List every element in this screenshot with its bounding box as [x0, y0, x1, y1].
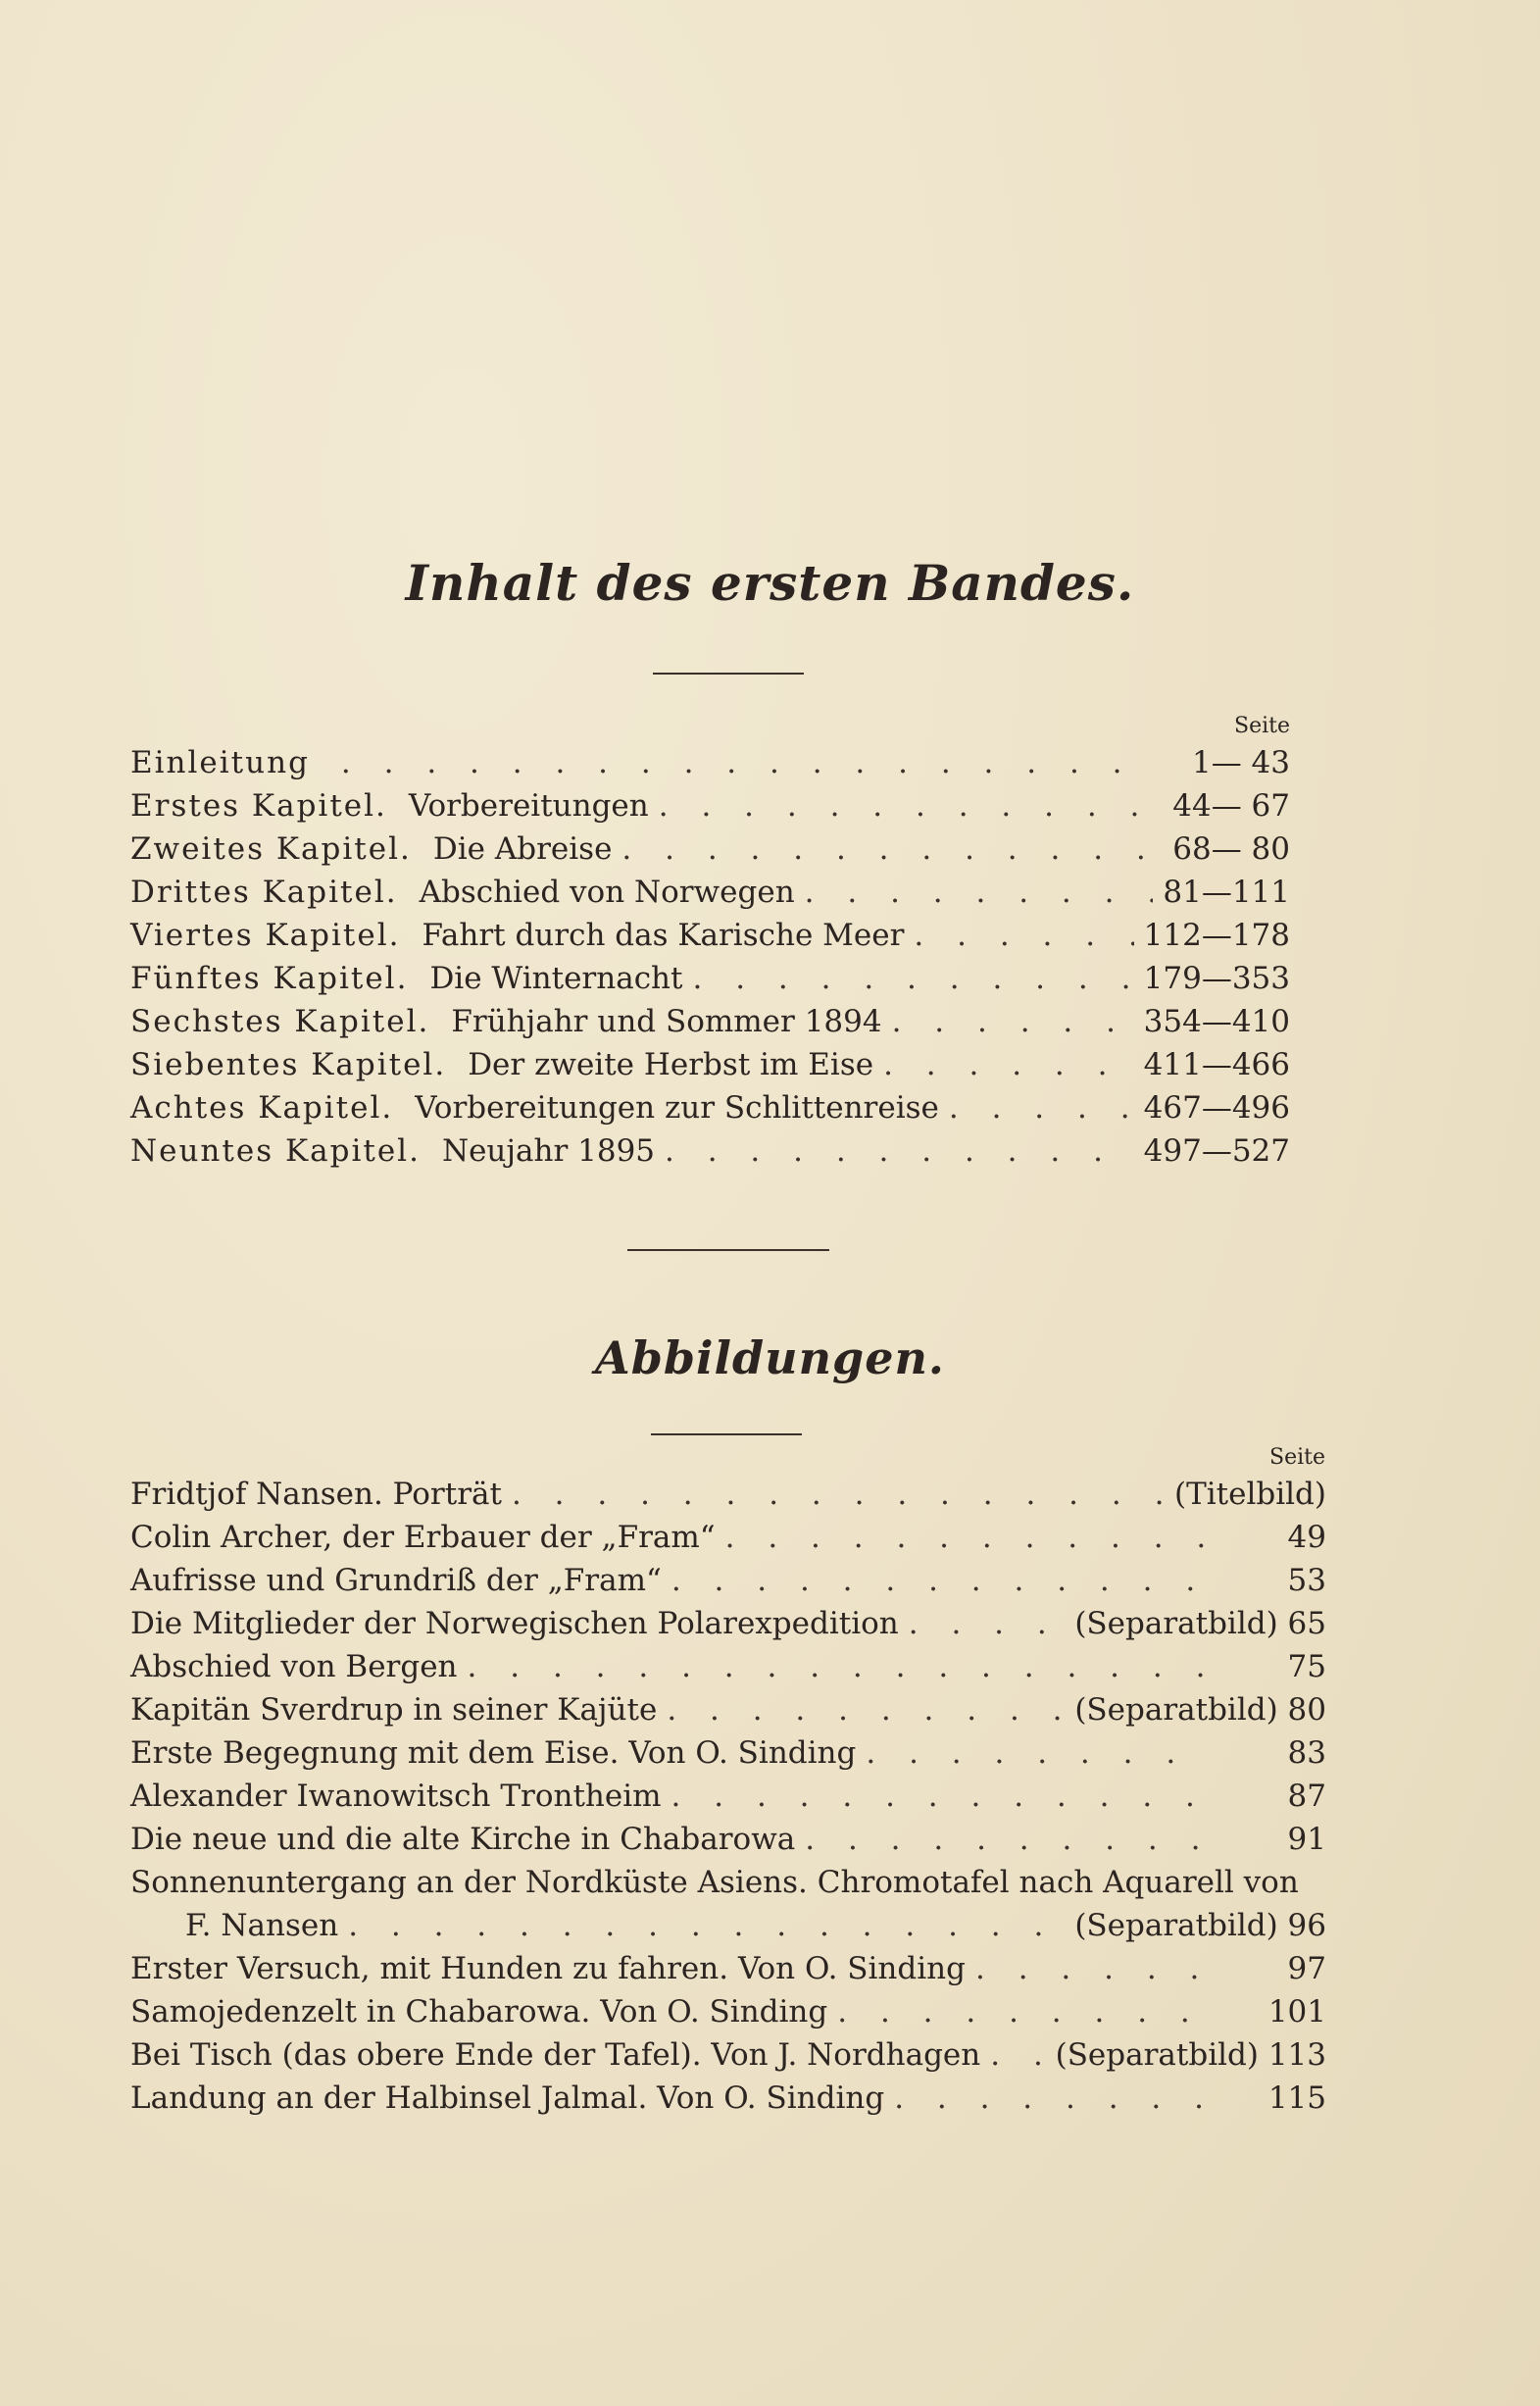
illustration-page: 97	[1287, 1951, 1326, 1986]
illustration-page: 91	[1287, 1822, 1326, 1857]
illustration-row	[130, 1473, 1326, 1516]
leader-dots	[725, 1516, 1209, 1559]
chapter-title: Vorbereitungen	[408, 788, 649, 824]
contents-row	[130, 784, 1290, 827]
title-rule	[651, 1433, 802, 1435]
chapter-label: Viertes Kapitel.	[130, 918, 401, 953]
chapter-title: Fahrt durch das Karische Meer	[422, 918, 905, 953]
leader-dots	[348, 1904, 1065, 1947]
chapter-title: Die Abreise	[432, 831, 613, 867]
illustration-caption: Abschied von Bergen	[130, 1649, 458, 1684]
page-range: 68— 80	[1172, 831, 1290, 867]
contents-row	[130, 1129, 1290, 1173]
leader-dots	[975, 1947, 1209, 1990]
section-divider	[627, 1249, 829, 1251]
leader-dots	[883, 1043, 1134, 1086]
leader-dots	[990, 2033, 1045, 2077]
chapter-label: Zweites Kapitel.	[130, 831, 412, 867]
illustration-row	[130, 2033, 1326, 2077]
leader-dots	[659, 784, 1153, 827]
illustration-caption: Die Mitglieder der Norwegischen Polarexpedition	[130, 1606, 899, 1641]
illustration-caption: F. Nansen	[185, 1908, 339, 1943]
leader-dots	[341, 741, 1153, 784]
chapter-title: Vorbereitungen zur Schlittenreise	[415, 1090, 939, 1126]
chapter-title: Neujahr 1895	[441, 1133, 656, 1169]
illustration-row	[130, 2077, 1326, 2120]
page-range: 179—353	[1143, 961, 1290, 996]
leader-dots	[621, 827, 1153, 871]
page-range: 354—410	[1143, 1004, 1290, 1039]
contents-title: Inhalt des ersten Bandes.	[405, 554, 1135, 612]
illustration-row	[130, 1775, 1326, 1818]
illustration-caption: Fridtjof Nansen. Porträt	[130, 1477, 502, 1512]
illustration-row	[130, 1904, 1326, 1947]
leader-dots	[866, 1731, 1209, 1775]
leader-dots	[692, 957, 1133, 1000]
illustration-caption: Erste Begegnung mit dem Eise. Von O. Sinding	[130, 1735, 857, 1771]
leader-dots	[892, 1000, 1134, 1043]
illustration-caption: Landung an der Halbinsel Jalmal. Von O. Sinding	[130, 2080, 885, 2116]
leader-dots	[894, 2077, 1209, 2120]
seite-label: Seite	[1234, 714, 1290, 738]
leader-dots	[667, 1688, 1065, 1731]
illustration-row	[130, 1990, 1326, 2033]
illustration-caption: Bei Tisch (das obere Ende der Tafel). Von J. Nordhagen	[130, 2037, 981, 2073]
illustration-caption: Samojedenzelt in Chabarowa. Von O. Sinding	[130, 1994, 828, 2030]
illustration-row	[130, 1731, 1326, 1775]
leader-dots	[805, 1818, 1209, 1861]
page-range: 81—111	[1163, 875, 1290, 910]
leader-dots	[914, 914, 1133, 957]
illustration-row	[130, 1559, 1326, 1602]
illustration-page: (Separatbild) 65	[1074, 1606, 1326, 1641]
contents-row	[130, 741, 1290, 784]
illustration-caption: Die neue und die alte Kirche in Chabarowa	[130, 1822, 796, 1857]
leader-dots	[805, 871, 1153, 914]
leader-dots	[909, 1602, 1066, 1645]
contents-row	[130, 1086, 1290, 1129]
leader-dots	[671, 1775, 1209, 1818]
illustration-row	[130, 1602, 1326, 1645]
chapter-title: Die Winternacht	[429, 961, 683, 996]
page-range: 467—496	[1143, 1090, 1290, 1126]
leader-dots	[671, 1559, 1209, 1602]
illustration-page: 101	[1267, 1994, 1326, 2030]
chapter-title: Abschied von Norwegen	[419, 875, 795, 910]
leader-dots	[837, 1990, 1209, 2033]
chapter-label: Neuntes Kapitel.	[130, 1133, 421, 1169]
illustration-caption: Sonnenuntergang an der Nordküste Asiens. Chromotafel nach Aquarell von	[130, 1865, 1299, 1900]
chapter-label: Einleitung	[130, 745, 310, 780]
illustration-page: 75	[1287, 1649, 1326, 1684]
illustration-page: 53	[1287, 1563, 1326, 1598]
illustration-row	[130, 1947, 1326, 1990]
seite-label: Seite	[1269, 1445, 1325, 1470]
contents-row	[130, 1000, 1290, 1043]
illustration-page: (Separatbild) 96	[1074, 1908, 1326, 1943]
contents-row	[130, 827, 1290, 871]
chapter-title: Der zweite Herbst im Eise	[468, 1047, 874, 1082]
illustration-caption: Alexander Iwanowitsch Trontheim	[130, 1779, 662, 1814]
chapter-label: Siebentes Kapitel.	[130, 1047, 447, 1082]
leader-dots	[512, 1473, 1165, 1516]
contents-row	[130, 1043, 1290, 1086]
illustration-page: (Titelbild)	[1173, 1477, 1326, 1512]
illustration-page: 87	[1287, 1779, 1326, 1814]
illustration-row	[130, 1861, 1326, 1904]
contents-row	[130, 871, 1290, 914]
title-rule	[653, 673, 804, 675]
chapter-label: Achtes Kapitel.	[130, 1090, 394, 1126]
chapter-title: Frühjahr und Sommer 1894	[451, 1004, 882, 1039]
illustration-page: (Separatbild) 80	[1074, 1692, 1326, 1728]
contents-row	[130, 957, 1290, 1000]
illustration-caption: Aufrisse und Grundriß der „Fram“	[130, 1563, 662, 1598]
leader-dots	[468, 1645, 1209, 1688]
illustration-page: 115	[1267, 2080, 1326, 2116]
chapter-label: Fünftes Kapitel.	[130, 961, 409, 996]
chapter-label: Sechstes Kapitel.	[130, 1004, 430, 1039]
illustrations-title: Abbildungen.	[595, 1331, 945, 1384]
illustration-caption: Colin Archer, der Erbauer der „Fram“	[130, 1520, 716, 1555]
illustration-row	[130, 1688, 1326, 1731]
illustration-page: 83	[1287, 1735, 1326, 1771]
page-range: 497—527	[1143, 1133, 1290, 1169]
contents-row	[130, 914, 1290, 957]
illustration-caption: Erster Versuch, mit Hunden zu fahren. Von O. Sinding	[130, 1951, 966, 1986]
page-range: 411—466	[1143, 1047, 1290, 1082]
chapter-label: Erstes Kapitel.	[130, 788, 387, 824]
page-range: 44— 67	[1172, 788, 1290, 824]
leader-dots	[665, 1129, 1134, 1173]
leader-dots	[949, 1086, 1134, 1129]
illustration-row	[130, 1516, 1326, 1559]
illustration-caption: Kapitän Sverdrup in seiner Kajüte	[130, 1692, 658, 1728]
illustration-row	[130, 1645, 1326, 1688]
contents-list	[130, 741, 1290, 1173]
illustrations-list	[130, 1473, 1326, 2120]
illustration-page: 49	[1287, 1520, 1326, 1555]
illustration-row	[130, 1818, 1326, 1861]
chapter-label: Drittes Kapitel.	[130, 875, 398, 910]
page-range: 1— 43	[1191, 745, 1290, 780]
illustration-page: (Separatbild) 113	[1055, 2037, 1326, 2073]
page-range: 112—178	[1143, 918, 1290, 953]
